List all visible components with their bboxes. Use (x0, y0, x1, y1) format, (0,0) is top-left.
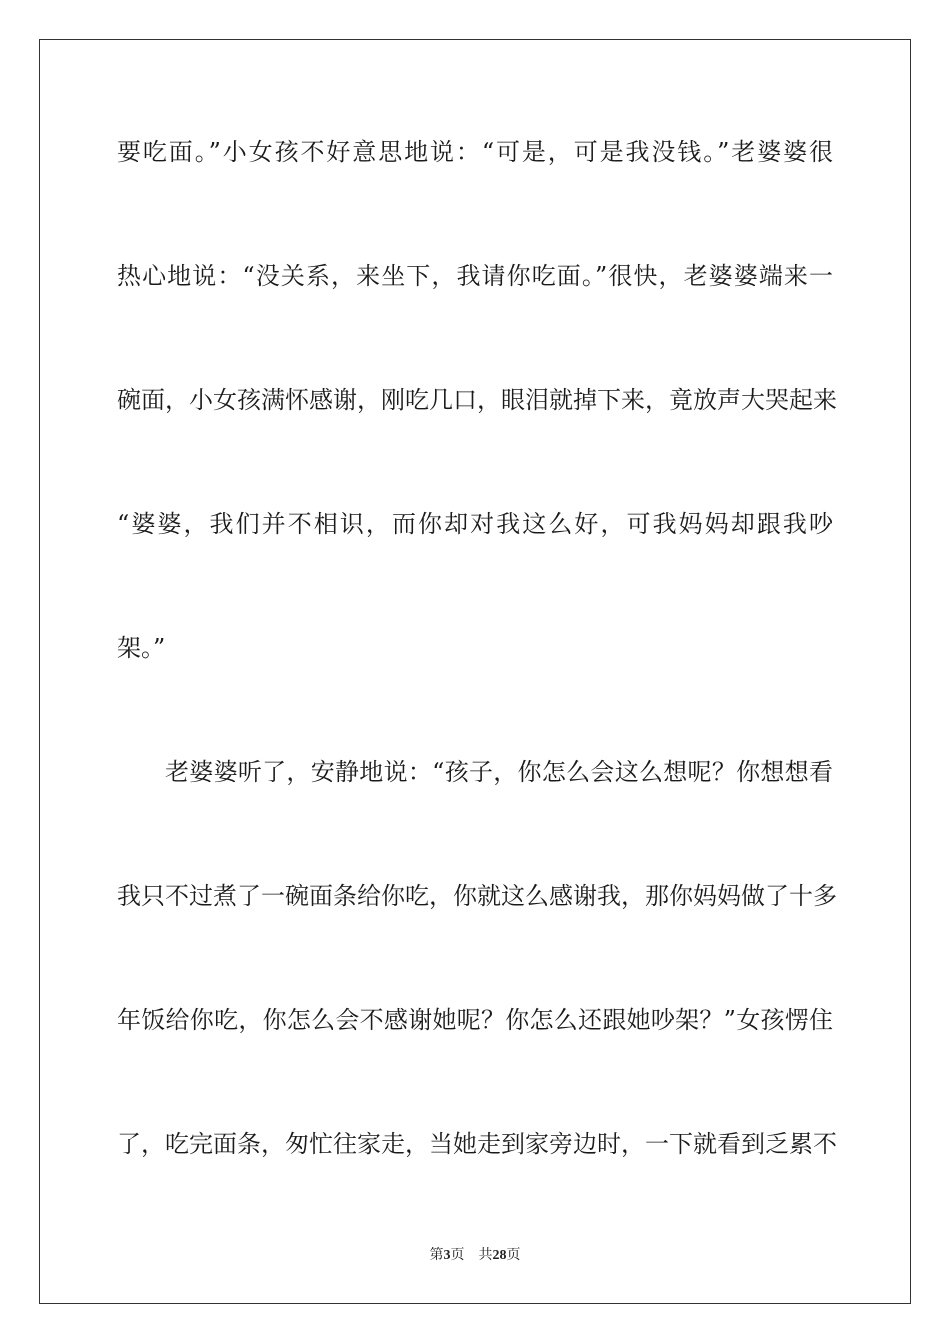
page-prefix: 第 (429, 1247, 444, 1263)
total-suffix: 页 (506, 1247, 521, 1263)
page-number: 3 (443, 1248, 451, 1263)
total-prefix: 共 (478, 1247, 493, 1263)
text-line-1: 要吃面。”小女孩不好意思地说：“可是，可是我没钱。”老婆婆很 (117, 138, 833, 166)
page-border (39, 39, 911, 1304)
text-line-7: 我只不过煮了一碗面条给你吃，你就这么感谢我，那你妈妈做了十多 (117, 882, 837, 910)
page-suffix: 页 (450, 1247, 465, 1263)
text-line-3: 碗面，小女孩满怀感谢，刚吃几口，眼泪就掉下来，竟放声大哭起来 (117, 386, 837, 414)
paragraph-start-line: 老婆婆听了，安静地说：“孩子，你怎么会这么想呢？你想想看 (165, 758, 833, 786)
text-line-9: 了，吃完面条，匆忙往家走，当她走到家旁边时，一下就看到乏累不 (117, 1130, 837, 1158)
text-line-8: 年饭给你吃，你怎么会不感谢她呢？你怎么还跟她吵架？”女孩愣住 (117, 1006, 833, 1034)
text-line-2: 热心地说：“没关系，来坐下，我请你吃面。”很快，老婆婆端来一 (117, 262, 833, 290)
text-line-4: “婆婆，我们并不相识，而你却对我这么好，可我妈妈却跟我吵 (117, 510, 833, 538)
text-line-5: 架。” (117, 634, 166, 662)
total-pages: 28 (492, 1248, 507, 1263)
page-footer (0, 1244, 950, 1264)
